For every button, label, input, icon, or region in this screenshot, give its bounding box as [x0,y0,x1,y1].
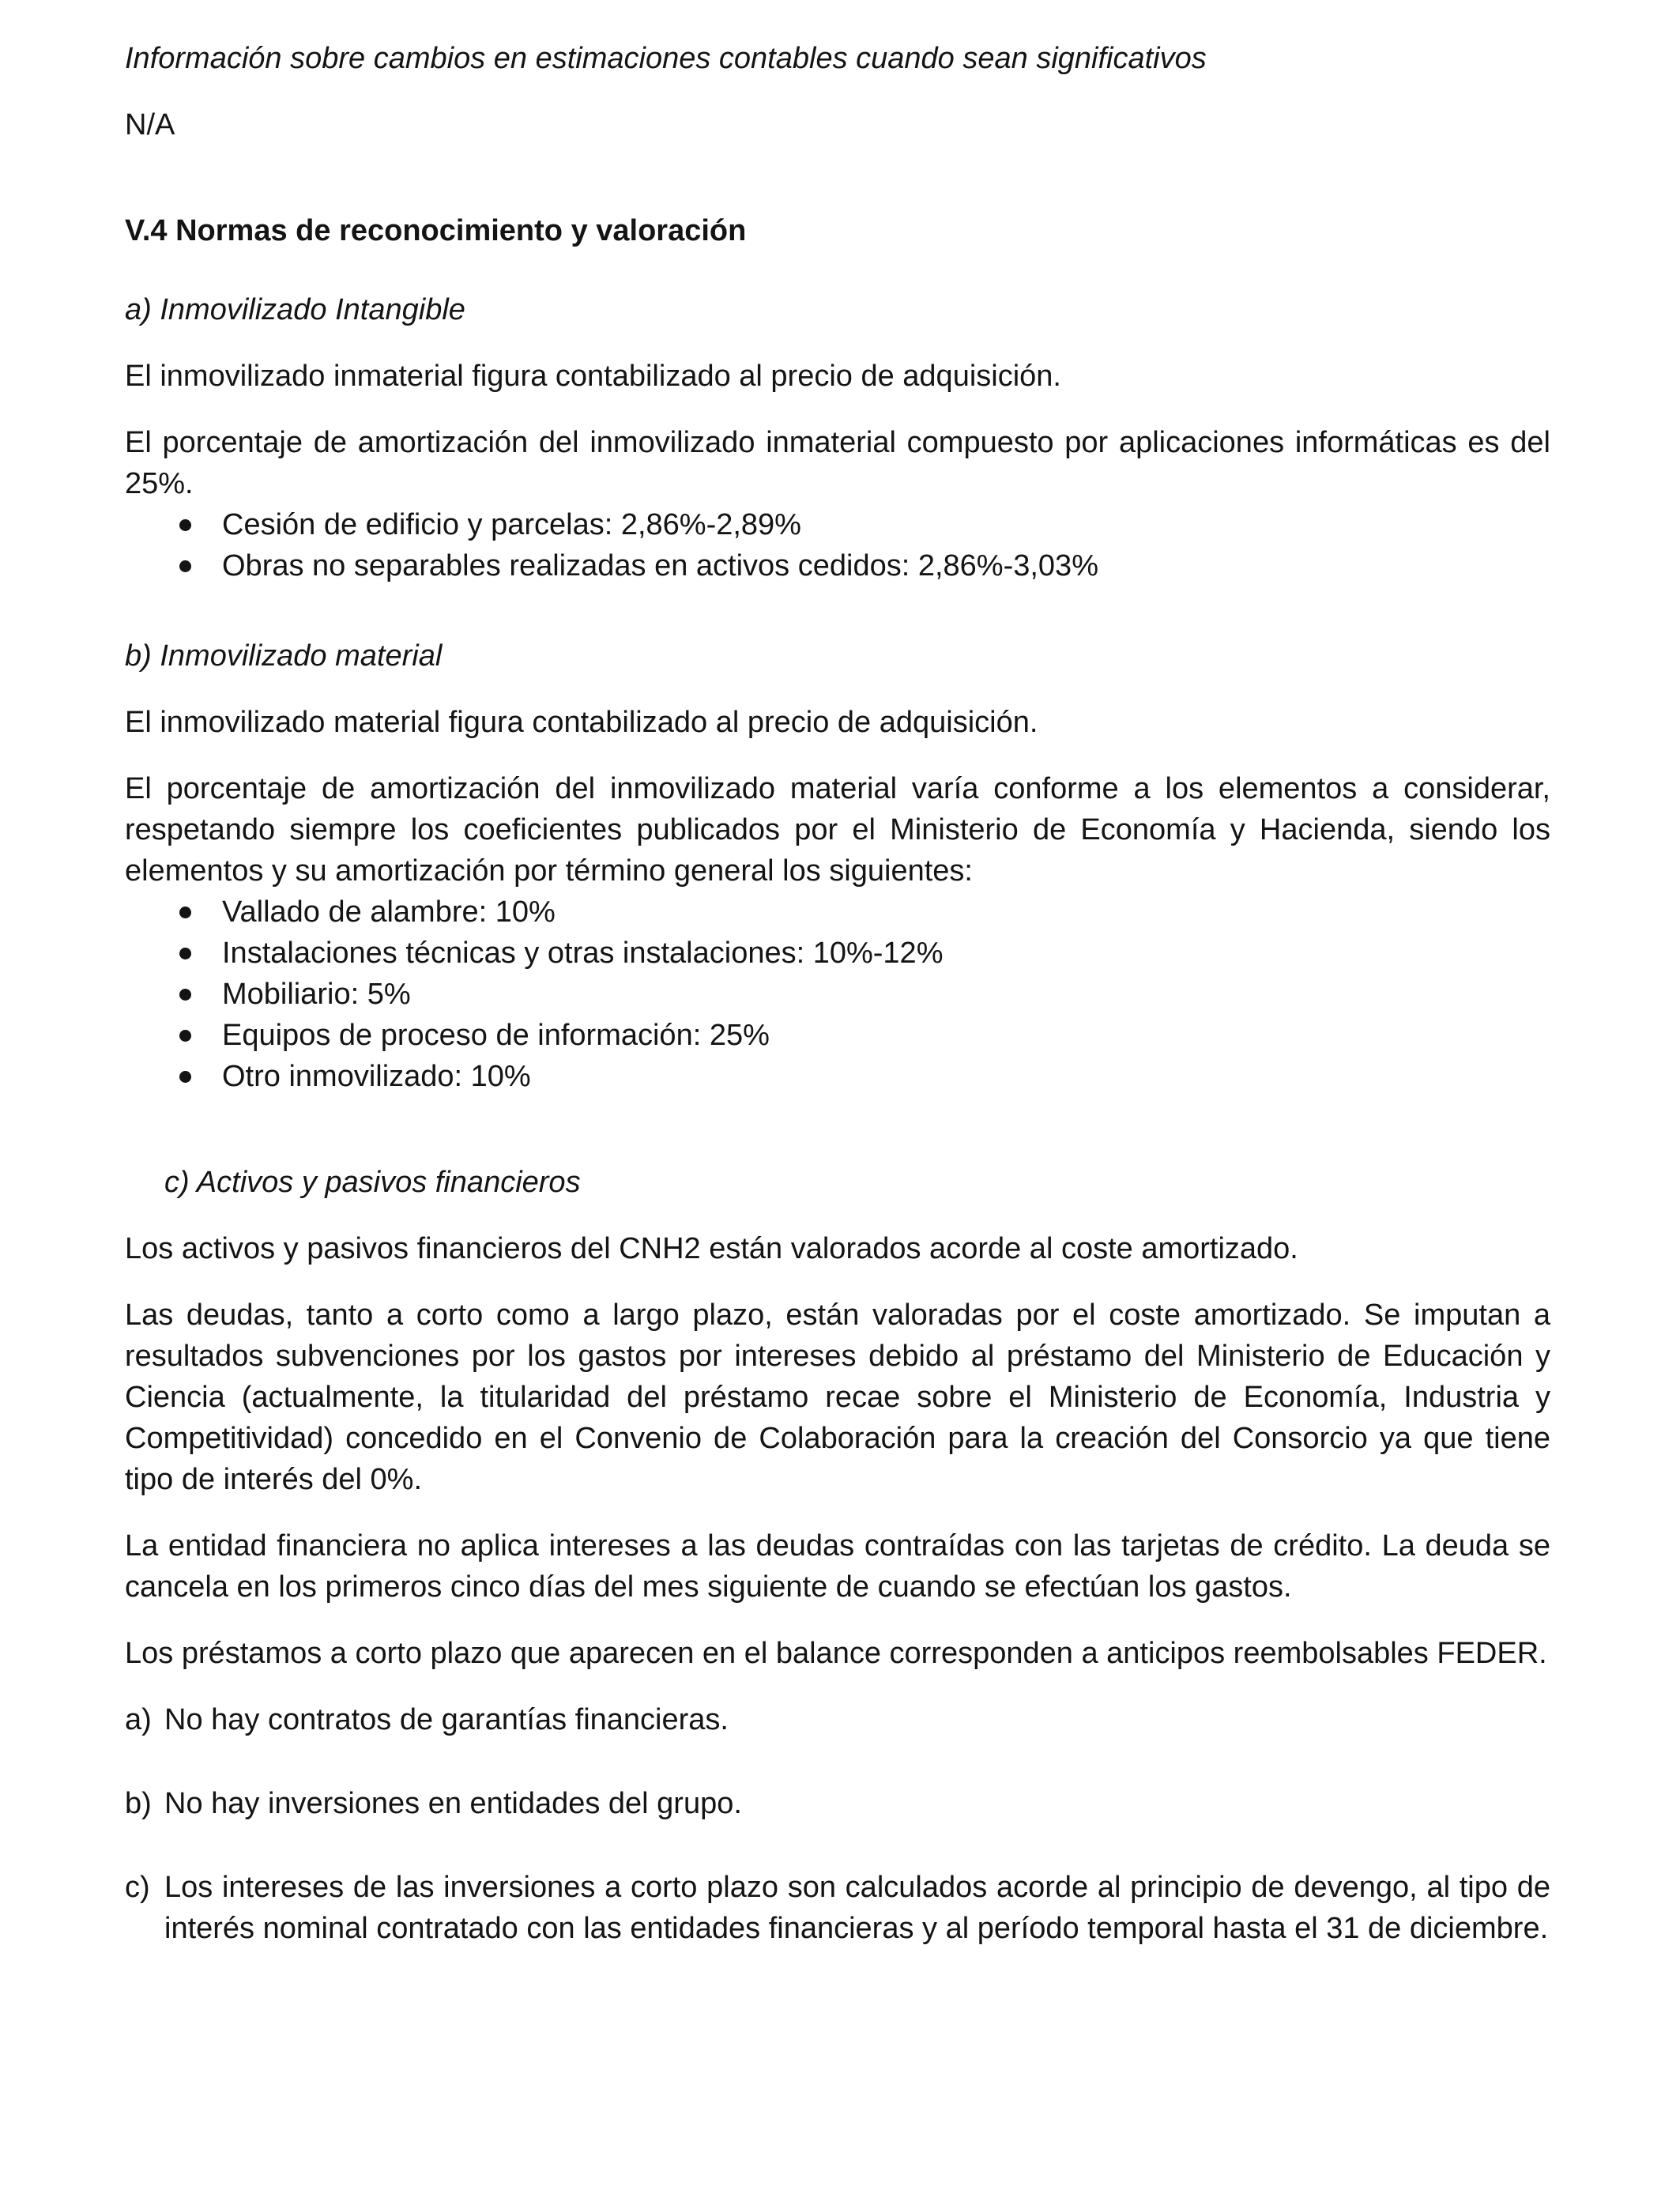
section-title: V.4 Normas de reconocimiento y valoración [125,214,747,247]
item-marker: b) [125,1787,152,1820]
item-marker: c) [125,1871,150,1904]
intangible-paragraph-1: El inmovilizado inmaterial figura contabilizado al precio de adquisición. [125,360,1061,393]
list-item: Cesión de edificio y parcelas: 2,86%-2,89% [222,504,1550,545]
financial-heading: c) Activos y pasivos financieros [164,1166,581,1199]
financial-paragraph-1: Los activos y pasivos financieros del CNH2 están valorados acorde al coste amortizado. [125,1232,1298,1265]
financial-paragraph-2: Las deudas, tanto a corto como a largo plazo, están valoradas por el coste amortizado. Se imputan a resultados subvenciones por los gastos por intereses debido al préstamo del Ministerio de Educación y Ciencia (actualmente, la titularidad del préstamo recae sobre el Ministerio de Economía, Industria y Competitividad) concedido en el Convenio de Colaboración para la creación del Consorcio ya que tiene tipo de interés del 0%. [125,1299,1550,1496]
document-page [125,38,1550,1949]
intangible-bullet-list [125,504,1550,586]
material-bullet-list [125,892,1550,1097]
item-text: No hay inversiones en entidades del grupo. [164,1787,742,1820]
item-text: No hay contratos de garantías financieras. [164,1703,729,1736]
material-heading: b) Inmovilizado material [125,639,443,673]
list-item: Mobiliario: 5% [222,974,1550,1015]
estimates-heading: Información sobre cambios en estimaciones contables cuando sean significativos [125,42,1207,75]
list-item: Instalaciones técnicas y otras instalaciones: 10%-12% [222,933,1550,974]
intangible-heading: a) Inmovilizado Intangible [125,293,465,326]
item-marker: a) [125,1703,152,1736]
financial-item-c [125,1867,1550,1949]
financial-paragraph-3: La entidad financiera no aplica intereses a las deudas contraídas con las tarjetas de crédito. La deuda se cancela en los primeros cinco días del mes siguiente de cuando se efectúan los gastos. [125,1529,1550,1604]
estimates-value: N/A [125,108,175,141]
list-item: Obras no separables realizadas en activos cedidos: 2,86%-3,03% [222,545,1550,586]
financial-item-b [125,1783,1550,1824]
material-paragraph-1: El inmovilizado material figura contabilizado al precio de adquisición. [125,706,1038,739]
list-item: Equipos de proceso de información: 25% [222,1015,1550,1056]
financial-paragraph-4: Los préstamos a corto plazo que aparecen en el balance corresponden a anticipos reembolsables FEDER. [125,1637,1547,1670]
item-text: Los intereses de las inversiones a corto plazo son calculados acorde al principio de devengo, al tipo de interés nominal contratado con las entidades financieras y al período temporal hasta el 31 de diciembre. [164,1871,1550,1945]
list-item: Otro inmovilizado: 10% [222,1056,1550,1097]
list-item: Vallado de alambre: 10% [222,892,1550,933]
material-paragraph-2: El porcentaje de amortización del inmovilizado material varía conforme a los elementos a considerar, respetando siempre los coeficientes publicados por el Ministerio de Economía y Hacienda, siendo los elementos y su amortización por término general los siguientes: [125,772,1550,888]
financial-item-a [125,1699,1550,1740]
intangible-paragraph-2: El porcentaje de amortización del inmovilizado inmaterial compuesto por aplicaciones informáticas es del 25%. [125,426,1550,500]
